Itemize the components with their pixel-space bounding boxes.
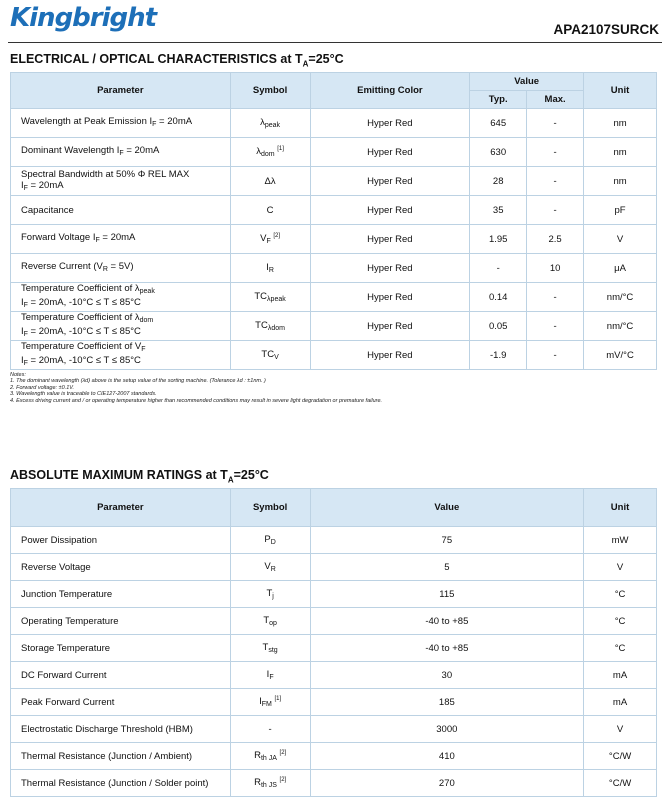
symbol-cell [230, 635, 310, 662]
unit-cell: V [584, 554, 657, 581]
unit-cell: nm [584, 167, 657, 196]
symbol-cell [230, 109, 310, 138]
typ-value-cell: -1.9 [470, 341, 527, 370]
value-cell: 410 [310, 743, 583, 770]
parameter-subscript: F [95, 237, 100, 244]
typ-value-cell: 28 [470, 167, 527, 196]
symbol-cell [230, 225, 310, 254]
symbol-text: I [266, 669, 270, 680]
symbol-text: TC [261, 349, 275, 360]
unit-cell: μA [584, 254, 657, 283]
header-unit: Unit [584, 73, 657, 109]
symbol-cell [230, 341, 310, 370]
parameter-cell: Peak Forward Current [11, 689, 231, 716]
table-row [11, 581, 657, 608]
header-max: Max. [527, 91, 584, 109]
unit-cell: mW [584, 527, 657, 554]
symbol-cell [230, 196, 310, 225]
table-row [11, 689, 657, 716]
parameter-cell: Thermal Resistance (Junction / Solder point) [11, 770, 231, 797]
symbol-text: R [254, 750, 261, 761]
header-typ: Typ. [470, 91, 527, 109]
table-row [11, 716, 657, 743]
parameter-cell [11, 109, 231, 138]
unit-cell: nm [584, 109, 657, 138]
max-value-cell: - [527, 138, 584, 167]
part-number: APA2107SURCK [553, 22, 659, 37]
parameter-condition: I [21, 326, 24, 337]
parameter-cell: DC Forward Current [11, 662, 231, 689]
parameter-condition-end: = 20mA, -10°C ≤ T ≤ 85°C [27, 297, 141, 308]
symbol-subscript: stg [268, 647, 278, 654]
symbol-text: Δλ [264, 175, 276, 187]
symbol-footnote: [1] [277, 146, 284, 152]
emitting-color-cell: Hyper Red [310, 109, 470, 138]
symbol-text: V [264, 561, 271, 572]
symbol-subscript: F [266, 238, 271, 245]
table-row [11, 341, 657, 370]
parameter-text: Temperature Coefficient of V [21, 341, 142, 352]
unit-cell: mA [584, 689, 657, 716]
symbol-cell [230, 662, 310, 689]
symbol-text: T [262, 642, 269, 653]
parameter-text: Temperature Coefficient of λ [21, 312, 140, 323]
absolute-max-ratings-table [10, 488, 657, 797]
symbol-text: λ [260, 117, 265, 128]
symbol-cell [230, 689, 310, 716]
emitting-color-cell: Hyper Red [310, 254, 470, 283]
max-value-cell: - [527, 167, 584, 196]
unit-cell: °C [584, 635, 657, 662]
value-cell: 3000 [310, 716, 583, 743]
parameter-subscript: F [119, 150, 124, 157]
symbol-cell [230, 527, 310, 554]
table-row [11, 608, 657, 635]
parameter-subscript: F [152, 121, 157, 128]
table-row [11, 743, 657, 770]
parameter-cell: Thermal Resistance (Junction / Ambient) [11, 743, 231, 770]
max-value-cell: - [527, 196, 584, 225]
symbol-cell [230, 312, 310, 341]
symbol-text: I [259, 696, 262, 707]
parameter-text: Wavelength at Peak Emission I [21, 116, 153, 127]
symbol-cell [230, 138, 310, 167]
parameter-condition-end: = 20mA, -10°C ≤ T ≤ 85°C [27, 326, 141, 337]
value-cell: 75 [310, 527, 583, 554]
parameter-text: Temperature Coefficient of λ [21, 283, 140, 294]
table-row [11, 770, 657, 797]
table-row [11, 167, 657, 196]
unit-cell: mV/°C [584, 341, 657, 370]
symbol-subscript: th JS [260, 782, 277, 789]
parameter-cell [11, 341, 231, 370]
parameter-cell: Junction Temperature [11, 581, 231, 608]
parameter-text-end: = 20mA [99, 232, 136, 243]
note-heading: Notes: [10, 372, 26, 378]
symbol-cell [230, 743, 310, 770]
symbol-subscript: R [268, 267, 274, 274]
value-cell: 30 [310, 662, 583, 689]
symbol-subscript: λpeak [267, 296, 286, 303]
parameter-condition-end: = 20mA [27, 179, 64, 191]
parameter-condition: I [21, 179, 24, 191]
parameter-subscript: F [23, 331, 28, 338]
header-symbol: Symbol [230, 489, 310, 527]
parameter-condition: I [21, 297, 24, 308]
table-row [11, 662, 657, 689]
header-emitting-color: Emitting Color [310, 73, 470, 109]
table-row [11, 527, 657, 554]
typ-value-cell: 645 [470, 109, 527, 138]
parameter-cell [11, 312, 231, 341]
symbol-subscript: j [272, 593, 274, 600]
symbol-text: C [266, 204, 274, 216]
symbol-subscript: F [269, 674, 274, 681]
symbol-text: TC [255, 320, 268, 331]
table-row [11, 312, 657, 341]
symbol-subscript: D [270, 539, 276, 546]
symbol-cell [230, 581, 310, 608]
unit-cell: °C [584, 608, 657, 635]
symbol-text: TC [254, 291, 268, 302]
max-value-cell: 10 [527, 254, 584, 283]
symbol-subscript: R [270, 566, 276, 573]
max-value-cell: - [527, 312, 584, 341]
value-cell: -40 to +85 [310, 635, 583, 662]
symbol-text: - [268, 723, 272, 735]
symbol-footnote: [2] [279, 777, 287, 783]
parameter-cell [11, 225, 231, 254]
table-row [11, 109, 657, 138]
note-1: 1. The dominant wavelength (λd) above is the setup value of the sorting machine. (Tolerance λd : ±1nm. ) [10, 378, 266, 385]
table-row [11, 196, 657, 225]
emitting-color-cell: Hyper Red [310, 167, 470, 196]
symbol-text: λ [256, 146, 261, 157]
parameter-subscript: dom [139, 317, 154, 324]
table-row [11, 283, 657, 312]
electrical-section-title: ELECTRICAL / OPTICAL CHARACTERISTICS at $T_A=25^\circ C$ [10, 52, 344, 69]
symbol-text: T [263, 615, 270, 626]
parameter-subscript: R [102, 266, 108, 273]
max-value-cell: - [527, 283, 584, 312]
brand-logo: Kingbright [10, 3, 157, 33]
emitting-color-cell: Hyper Red [310, 341, 470, 370]
value-cell: 185 [310, 689, 583, 716]
parameter-cell: Operating Temperature [11, 608, 231, 635]
electrical-characteristics-table [10, 72, 657, 370]
parameter-cell [11, 283, 231, 312]
symbol-text: P [264, 534, 271, 545]
parameter-text-end: = 5V) [107, 261, 134, 272]
absolute-max-section-title: ABSOLUTE MAXIMUM RATINGS at $T_A=25^\circ C$ [10, 468, 269, 485]
symbol-subscript: op [269, 620, 277, 627]
table-row [11, 254, 657, 283]
value-cell: 5 [310, 554, 583, 581]
symbol-cell [230, 283, 310, 312]
parameter-text: Spectral Bandwidth at 50% Φ REL MAX [21, 168, 190, 180]
symbol-footnote: [1] [274, 696, 282, 702]
symbol-subscript: FM [261, 701, 272, 708]
typ-value-cell: 0.05 [470, 312, 527, 341]
header-symbol: Symbol [230, 73, 310, 109]
symbol-text: V [260, 233, 267, 244]
header-parameter: Parameter [11, 73, 231, 109]
typ-value-cell: 1.95 [470, 225, 527, 254]
parameter-condition-end: = 20mA, -10°C ≤ T ≤ 85°C [27, 355, 141, 366]
symbol-cell [230, 608, 310, 635]
symbol-subscript: peak [264, 122, 281, 129]
parameter-cell [11, 167, 231, 196]
parameter-text: Forward Voltage I [21, 232, 96, 243]
symbol-text: R [254, 777, 261, 788]
parameter-cell: Reverse Voltage [11, 554, 231, 581]
header-value: Value [310, 489, 583, 527]
note-2: 2. Forward voltage: ±0.1V. [10, 384, 75, 391]
header-divider [8, 42, 662, 43]
table-row [11, 138, 657, 167]
symbol-cell [230, 770, 310, 797]
symbol-subscript: th JA [260, 755, 277, 762]
parameter-cell [11, 196, 231, 225]
symbol-subscript: λdom [267, 325, 285, 332]
symbol-subscript: dom [260, 151, 275, 158]
typ-value-cell: 630 [470, 138, 527, 167]
unit-cell: °C/W [584, 743, 657, 770]
symbol-subscript: V [274, 354, 279, 361]
table-row [11, 225, 657, 254]
symbol-cell [230, 716, 310, 743]
parameter-cell: Power Dissipation [11, 527, 231, 554]
unit-cell: nm/°C [584, 283, 657, 312]
parameter-subscript: F [23, 184, 28, 192]
value-cell: 270 [310, 770, 583, 797]
typ-value-cell: 0.14 [470, 283, 527, 312]
symbol-text: T [266, 588, 273, 599]
parameter-subscript: F [23, 302, 28, 309]
table-row [11, 554, 657, 581]
symbol-text: I [266, 262, 269, 273]
emitting-color-cell: Hyper Red [310, 225, 470, 254]
typ-value-cell: 35 [470, 196, 527, 225]
unit-cell: °C/W [584, 770, 657, 797]
parameter-subscript: peak [139, 288, 155, 295]
parameter-cell [11, 138, 231, 167]
note-3: 3. Wavelength value is traceable to CIE127-2007 standards. [10, 391, 157, 398]
parameter-subscript: F [141, 346, 146, 353]
emitting-color-cell: Hyper Red [310, 196, 470, 225]
value-cell: -40 to +85 [310, 608, 583, 635]
notes [10, 372, 382, 404]
unit-cell: °C [584, 581, 657, 608]
parameter-cell [11, 254, 231, 283]
parameter-text: Dominant Wavelength I [21, 145, 120, 156]
typ-value-cell: - [470, 254, 527, 283]
unit-cell: pF [584, 196, 657, 225]
parameter-cell: Storage Temperature [11, 635, 231, 662]
note-4: 4. Excess driving current and / or operating temperature higher than recommended conditions may result in severe light degradation or premature failure. [10, 397, 383, 404]
unit-cell: V [584, 716, 657, 743]
unit-cell: nm [584, 138, 657, 167]
unit-cell: V [584, 225, 657, 254]
symbol-footnote: [2] [279, 750, 287, 756]
header-value: Value [470, 73, 584, 91]
parameter-text-end: = 20mA [156, 116, 193, 127]
table-row [11, 635, 657, 662]
max-value-cell: - [527, 109, 584, 138]
max-value-cell: 2.5 [527, 225, 584, 254]
parameter-text: Capacitance [21, 204, 74, 216]
parameter-subscript: F [23, 360, 28, 367]
parameter-text: Reverse Current (V [21, 261, 103, 272]
symbol-footnote: [2] [273, 233, 281, 239]
emitting-color-cell: Hyper Red [310, 312, 470, 341]
symbol-cell [230, 167, 310, 196]
symbol-cell [230, 254, 310, 283]
header-unit: Unit [584, 489, 657, 527]
symbol-cell [230, 554, 310, 581]
parameter-text-end: = 20mA [123, 145, 160, 156]
emitting-color-cell: Hyper Red [310, 283, 470, 312]
max-value-cell: - [527, 341, 584, 370]
parameter-cell: Electrostatic Discharge Threshold (HBM) [11, 716, 231, 743]
emitting-color-cell: Hyper Red [310, 138, 470, 167]
unit-cell: nm/°C [584, 312, 657, 341]
header-parameter: Parameter [11, 489, 231, 527]
value-cell: 115 [310, 581, 583, 608]
unit-cell: mA [584, 662, 657, 689]
parameter-condition: I [21, 355, 24, 366]
